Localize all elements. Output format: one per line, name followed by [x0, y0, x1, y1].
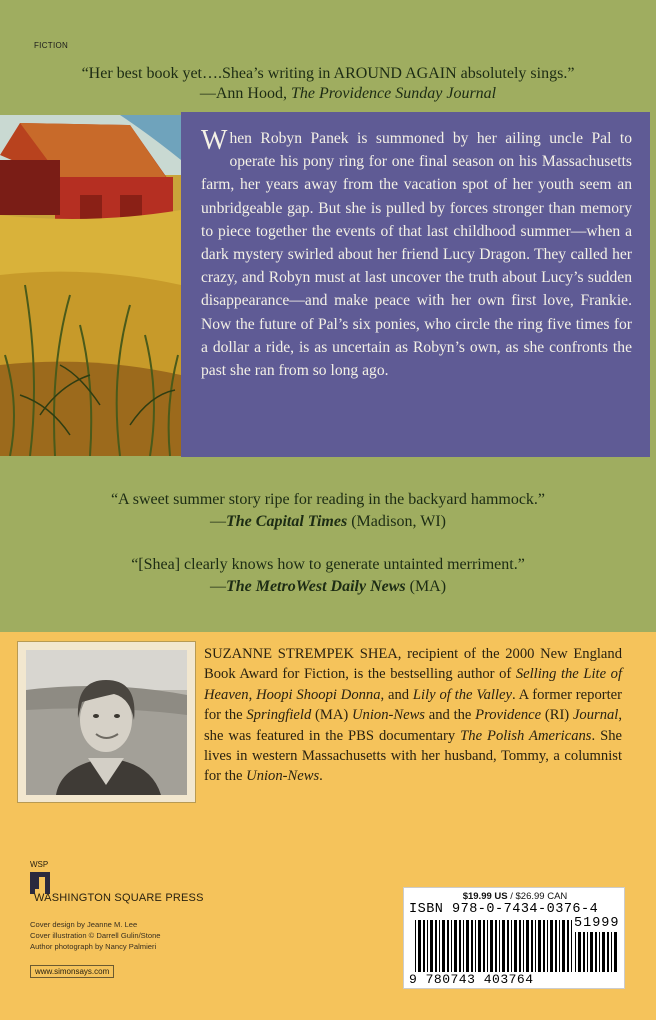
author-photo-frame — [17, 641, 196, 803]
barcode-bar — [483, 920, 485, 972]
top-review-quote — [0, 64, 656, 104]
barcode-bar — [578, 932, 581, 972]
barcode-bar — [519, 920, 521, 972]
barcode-bar — [427, 920, 428, 972]
category-label: FICTION — [34, 41, 69, 50]
barcode-bar — [459, 920, 461, 972]
barcode-bar — [567, 920, 569, 972]
barcode-bar — [575, 932, 576, 972]
barcode-bar — [514, 920, 517, 972]
barcode-bar — [587, 932, 588, 972]
barcode-bar — [463, 920, 464, 972]
barcode-bar — [543, 920, 545, 972]
barcode-bar — [607, 932, 609, 972]
barcode-bar — [430, 920, 433, 972]
publisher-name: WASHINGTON SQUARE PRESS — [34, 892, 204, 904]
barcode-bar — [466, 920, 469, 972]
publisher-mark-icon — [30, 872, 50, 894]
second-quote-attribution: —The Capital Times (Madison, WI) — [210, 513, 446, 530]
barcode-bar — [562, 920, 565, 972]
barcode-bar — [531, 920, 533, 972]
barcode-bar — [502, 920, 505, 972]
barcode-bar — [490, 920, 493, 972]
synopsis-dropcap: W — [201, 125, 228, 156]
barcode-panel — [403, 887, 625, 989]
barcode-addon-number: 51999 — [574, 916, 620, 931]
synopsis-text: When Robyn Panek is summoned by her ailing uncle Pal to operate his pony ring for one final season on his Massachusetts farm, her years away from the vacation spot of her youth seem an unbridgeable gap. But she is pulled by forces stronger than memory to piece together the events of that last childhood summer—when a dark mystery swirled about her friend Lucy Dragon. They called her crazy, and Robyn must at last uncover the truth about Lucy’s sudden disappearance—and make peace with her own first love, Frankie. Now the future of Pal’s six ponies, who circle the ring five times for a dollar a ride, is as uncertain as Robyn’s own, as she confronts the past she ran from so long ago. — [201, 125, 632, 380]
barcode-bar — [511, 920, 512, 972]
barcode-bar — [550, 920, 553, 972]
publisher-logo-text: WSP — [30, 860, 49, 869]
third-quote-source: The MetroWest Daily News — [225, 578, 406, 595]
top-quote-text: “Her best book yet….Shea’s writing in AROUND AGAIN absolutely sings.” — [81, 65, 575, 82]
barcode-bar — [599, 932, 600, 972]
third-quote-text: “[Shea] clearly knows how to generate untainted merriment.” — [131, 556, 525, 573]
top-quote-source: The Providence Sunday Journal — [290, 85, 497, 102]
author-bio: SUZANNE STREMPEK SHEA, recipient of the 2000 New England Book Award for Fiction, is the bestselling author of Selling the Lite of Heaven, Hoopi Shoopi Donna, and Lily of the Valley. A former reporter for the Springfield (MA) Union-News and the Providence (RI) Journal, she was featured in the PBS documentary The Polish Americans. She lives in western Massachusetts with her husband, Tommy, a columnist for the Union-News. — [204, 646, 623, 785]
second-review-quote — [0, 489, 656, 533]
barcode-bar — [451, 920, 452, 972]
cover-credits — [30, 920, 161, 952]
barcode-bar — [535, 920, 536, 972]
credit-line: Cover design by Jeanne M. Lee — [30, 920, 138, 929]
barcode-bar — [571, 920, 572, 972]
barcode-bar — [614, 932, 617, 972]
barcode-bar — [415, 920, 416, 972]
credit-line: Cover illustration © Darrell Gulin/Stone — [30, 930, 161, 940]
barcode-bar — [526, 920, 529, 972]
barcode-bar — [435, 920, 437, 972]
barcode-bar — [595, 932, 597, 972]
barcode-bar — [555, 920, 557, 972]
price-label: $19.99 US / $26.99 CAN — [462, 891, 568, 902]
barcode-bar — [559, 920, 560, 972]
barcode-bar — [602, 932, 605, 972]
barcode-bar — [447, 920, 449, 972]
synopsis-panel — [181, 112, 650, 457]
bottom-panel — [0, 632, 656, 1020]
barcode-bar — [507, 920, 509, 972]
barcode-bar — [478, 920, 481, 972]
barcode-bar — [611, 932, 612, 972]
barcode-bar — [439, 920, 440, 972]
barcode-bar — [442, 920, 445, 972]
third-review-quote — [0, 554, 656, 598]
website-link[interactable]: www.simonsays.com — [30, 965, 114, 978]
barcode-bar — [547, 920, 548, 972]
barcode-bars — [414, 920, 574, 972]
barcode-bar — [487, 920, 488, 972]
author-photo — [26, 650, 187, 795]
credit-line: Author photograph by Nancy Palmieri — [30, 941, 157, 951]
ean-number: 9 780743 403764 — [409, 972, 534, 987]
barcode-bar — [454, 920, 457, 972]
isbn-number: ISBN 978-0-7434-0376-4 — [409, 902, 599, 917]
barcode-bar — [495, 920, 497, 972]
barcode-bar — [418, 920, 421, 972]
cover-illustration — [0, 115, 181, 456]
barcode-bar — [471, 920, 473, 972]
second-quote-source: The Capital Times — [226, 513, 348, 530]
barcode-addon-bars — [574, 932, 620, 972]
third-quote-attribution: —The MetroWest Daily News (MA) — [209, 578, 447, 595]
barcode-bar — [423, 920, 425, 972]
barcode-bar — [590, 932, 593, 972]
second-quote-text: “A sweet summer story ripe for reading in the backyard hammock.” — [110, 491, 546, 508]
barcode-bar — [475, 920, 476, 972]
top-quote-attribution: —Ann Hood, The Providence Sunday Journal — [199, 85, 497, 102]
barcode-bar — [523, 920, 524, 972]
barcode-bar — [583, 932, 585, 972]
barcode-bar — [538, 920, 541, 972]
barcode-bar — [499, 920, 500, 972]
